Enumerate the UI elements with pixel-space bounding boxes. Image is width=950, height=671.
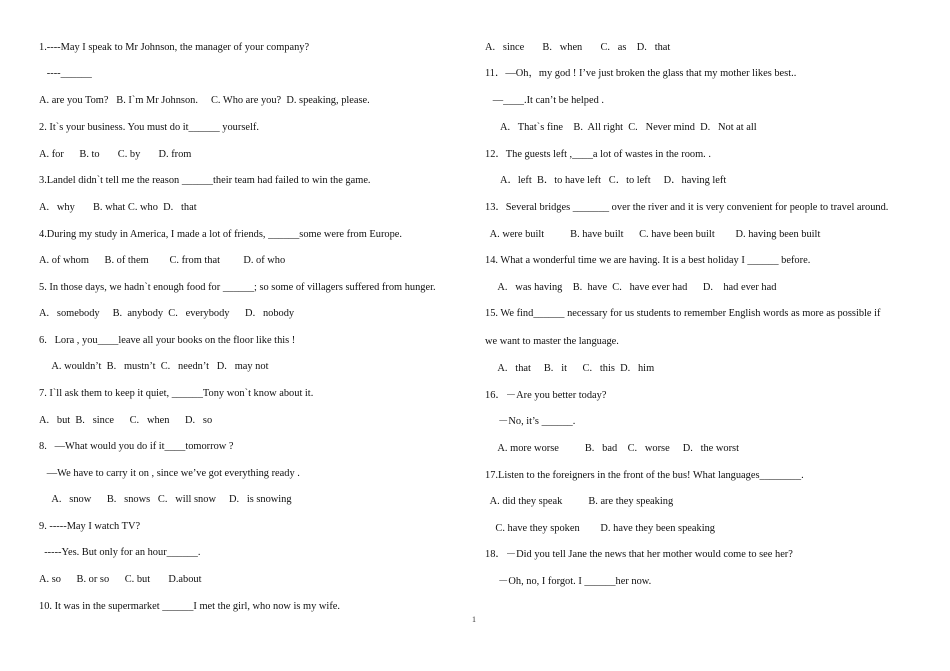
text-line: 10. It was in the supermarket ______I met the girl, who now is my wife.	[39, 601, 340, 612]
text-line: 7. I`ll ask them to keep it quiet, ______Tony won`t know about it.	[39, 388, 314, 399]
text-line: 12．The guests left ,____a lot of wastes in the room. .	[485, 149, 711, 160]
text-line: 9. -----May I watch TV?	[39, 521, 141, 532]
text-line: A．left B．to have left C．to left D．having left	[485, 175, 727, 186]
text-line: 3.Landel didn`t tell me the reason ______their team had failed to win the game.	[39, 175, 371, 186]
text-line: —We have to carry it on , since we’ve got everything ready .	[39, 468, 300, 479]
text-line: C. have they spoken D. have they been speaking	[485, 523, 715, 534]
text-line: A. did they speak B. are they speaking	[485, 496, 674, 507]
page-number: 1	[472, 615, 476, 624]
text-line: —____.It can’t be helped .	[485, 95, 604, 106]
text-line: A. are you Tom? B. I`m Mr Johnson. C. Who are you? D. speaking, please.	[39, 95, 370, 106]
text-line: A. That`s fine B. All right C. Never mind D. Not at all	[485, 122, 757, 133]
text-line: A. so B. or so C. but D.about	[39, 574, 202, 585]
text-line: 16．－Are you better today?	[485, 390, 607, 401]
text-line: A. more worse B. bad C. worse D. the worst	[485, 443, 739, 454]
text-line: A. was having B. have C. have ever had D. had ever had	[485, 282, 777, 293]
text-line: 17.Listen to the foreigners in the front of the bus! What languages________.	[485, 470, 804, 481]
text-line: －No, it’s ______.	[485, 416, 576, 427]
text-line: A. why B. what C. who D. that	[39, 202, 197, 213]
text-line: A. were built B. have built C. have been built D. having been built	[485, 229, 821, 240]
text-line: A. of whom B. of them C. from that D. of who	[39, 255, 286, 266]
text-line: 6. Lora , you____leave all your books on the floor like this !	[39, 335, 296, 346]
text-line: A. snow B. snows C. will snow D. is snowing	[39, 494, 292, 505]
text-line: 11．—Oh，my god ! I’ve just broken the glass that my mother likes best..	[485, 68, 797, 79]
text-line: 2. It`s your business. You must do it______ yourself.	[39, 122, 259, 133]
text-line: 4.During my study in America, I made a lot of friends, ______some were from Europe.	[39, 229, 403, 240]
text-line: we want to master the language.	[485, 336, 619, 347]
text-line: A. that B. it C. this D. him	[485, 363, 655, 374]
text-line: A. but B. since C. when D. so	[39, 415, 213, 426]
text-line: A. for B. to C. by D. from	[39, 149, 192, 160]
text-line: 14. What a wonderful time we are having. It is a best holiday I ______ before.	[485, 255, 811, 266]
text-line: A. wouldn’t B. mustn’t C. needn’t D. may not	[39, 361, 269, 372]
text-line: A. since B. when C. as D. that	[485, 42, 671, 53]
text-line: 18．－Did you tell Jane the news that her mother would come to see her?	[485, 549, 793, 560]
text-line: ----______	[39, 68, 92, 79]
text-line: -----Yes. But only for an hour______.	[39, 547, 201, 558]
text-line: 1.----May I speak to Mr Johnson, the manager of your company?	[39, 42, 310, 53]
text-line: 15. We find______ necessary for us students to remember English words as more as possible if	[485, 308, 881, 319]
text-line: －Oh, no, I forgot. I ______her now.	[485, 576, 652, 587]
text-line: A. somebody B. anybody C. everybody D. nobody	[39, 308, 295, 319]
text-line: 5. In those days, we hadn`t enough food for ______; so some of villagers suffered from hunger.	[39, 282, 436, 293]
text-line: 8. —What would you do if it____tomorrow ?	[39, 441, 234, 452]
text-line: 13．Several bridges _______ over the river and it is very convenient for people to travel around.	[485, 202, 889, 213]
